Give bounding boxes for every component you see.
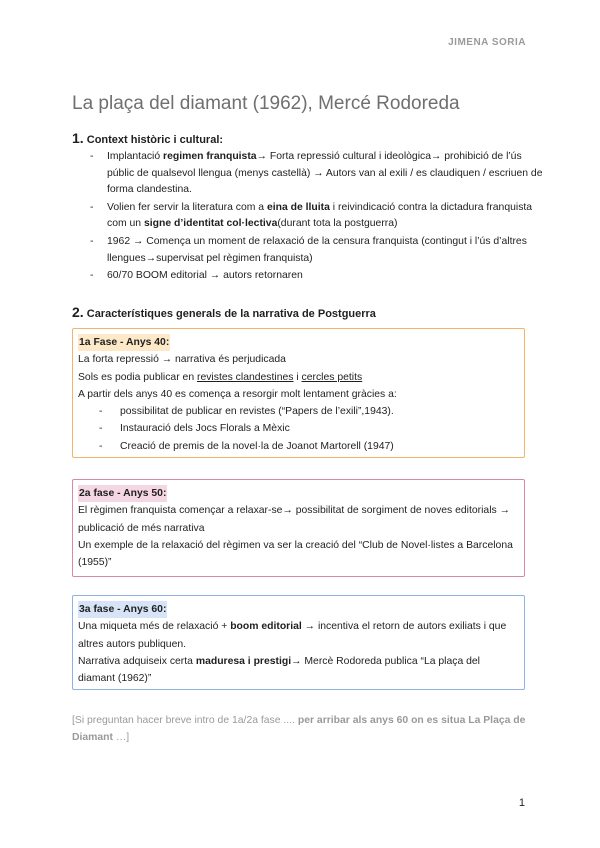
section-2-number: 2.	[72, 304, 84, 320]
section-1-number: 1.	[72, 130, 84, 146]
bullet-text: i reivindicació contra la dictadura franquista com un	[107, 201, 533, 230]
phase-2-box	[72, 479, 525, 577]
phase-1-text: i	[293, 371, 302, 383]
phase-2-line: Un exemple de la relaxació del règimen va ser la creació del “Club de Novel·listes a Barcelona (1955)”	[78, 539, 513, 569]
section-1-bullet-list	[90, 149, 550, 286]
section-1-title: Context històric i cultural:	[86, 134, 224, 146]
document-title: La plaça del diamant (1962), Mercé Rodoreda	[72, 93, 460, 114]
bold-term: maduresa i prestigi	[195, 655, 292, 667]
bullet-text: 1962 → Comença un moment de relaxació de la censura franquista (contingut i l’ús d’altres llengues→supervisat pel règimen franquista)	[107, 235, 527, 264]
bold-term: signe d’identitat col·lectiva	[143, 218, 278, 230]
underlined-term: revistes clandestines	[197, 371, 294, 383]
bullet-text: (durant tota la postguerra)	[277, 218, 398, 230]
page-number: 1	[518, 797, 525, 809]
phase-1-title: 1a Fase - Anys 40:	[78, 334, 170, 351]
note-text: [Si preguntan hacer breve intro de 1a/2a fase ....	[72, 715, 298, 726]
phase-1-line: A partir dels anys 40 es comença a resorgir molt lentament gràcies a:	[78, 388, 397, 400]
phase-3-text: → Mercè Rodoreda publica “La plaça del diamant (1962)”	[78, 655, 480, 685]
bullet-text: → Forta repressió cultural i ideològica→ prohibició de l’ús públic de qualsevol llengua (menys castellà) → Autors van al exili / es claudiquen / escriuen de forma clandestina.	[107, 151, 543, 196]
section-2-title: Característiques generals de la narrativa de Postguerra	[86, 308, 376, 320]
phase-1-line	[78, 369, 519, 386]
phase-3-text: Una miqueta més de relaxació +	[78, 621, 231, 633]
note-text: …]	[113, 732, 130, 743]
list-item: - possibilitat de publicar en revistes (“Papers de l’exili”,1943).	[99, 403, 519, 420]
bullet-text: 60/70 BOOM editorial → autors retornaren	[107, 270, 303, 282]
bullet-item	[90, 234, 550, 267]
phase-3-line	[78, 618, 519, 653]
section-1-heading	[72, 130, 223, 146]
phase-1-text: Sols es podia publicar en	[78, 371, 197, 383]
phase-3-text: Narrativa adquiseix certa	[78, 655, 196, 667]
phase-3-text: → incentiva el retorn de autors exiliats i que altres autors publiquen.	[78, 621, 507, 650]
note-bold-text: per arribar als anys 60 on es situa La Plaça de Diamant	[72, 715, 526, 743]
phase-2-line: El règimen franquista començar a relaxar-se→ possibilitat de sorgiment de noves editorials → publicació de més narrativa	[78, 505, 510, 534]
bold-term: boom editorial	[230, 621, 302, 633]
bold-term: eina de lluita	[266, 201, 330, 213]
phase-2-title: 2a fase - Anys 50:	[78, 485, 167, 502]
phase-1-box	[72, 328, 525, 458]
bold-term: regimen franquista	[163, 151, 257, 162]
list-item: - Instauració dels Jocs Florals a Mèxic	[99, 420, 519, 437]
section-2-heading	[72, 304, 376, 320]
bracket-note	[72, 712, 532, 746]
phase-3-line	[78, 653, 519, 688]
bullet-text: Implantació	[107, 151, 164, 162]
phase-1-line: La forta repressió → narrativa és perjudicada	[78, 354, 286, 366]
phase-3-box	[72, 595, 525, 690]
phase-3-title: 3a fase - Anys 60:	[78, 601, 167, 618]
underlined-term: cercles petits	[301, 371, 363, 383]
bullet-item	[90, 268, 550, 285]
bullet-item	[90, 149, 550, 199]
bullet-item	[90, 200, 550, 233]
bullet-text: Volien fer servir la literatura com a	[107, 201, 267, 213]
list-item: - Creació de premis de la novel·la de Joanot Martorell (1947)	[99, 438, 519, 455]
author-header: JIMENA SORIA	[448, 37, 526, 48]
phase-1-list	[78, 403, 519, 455]
